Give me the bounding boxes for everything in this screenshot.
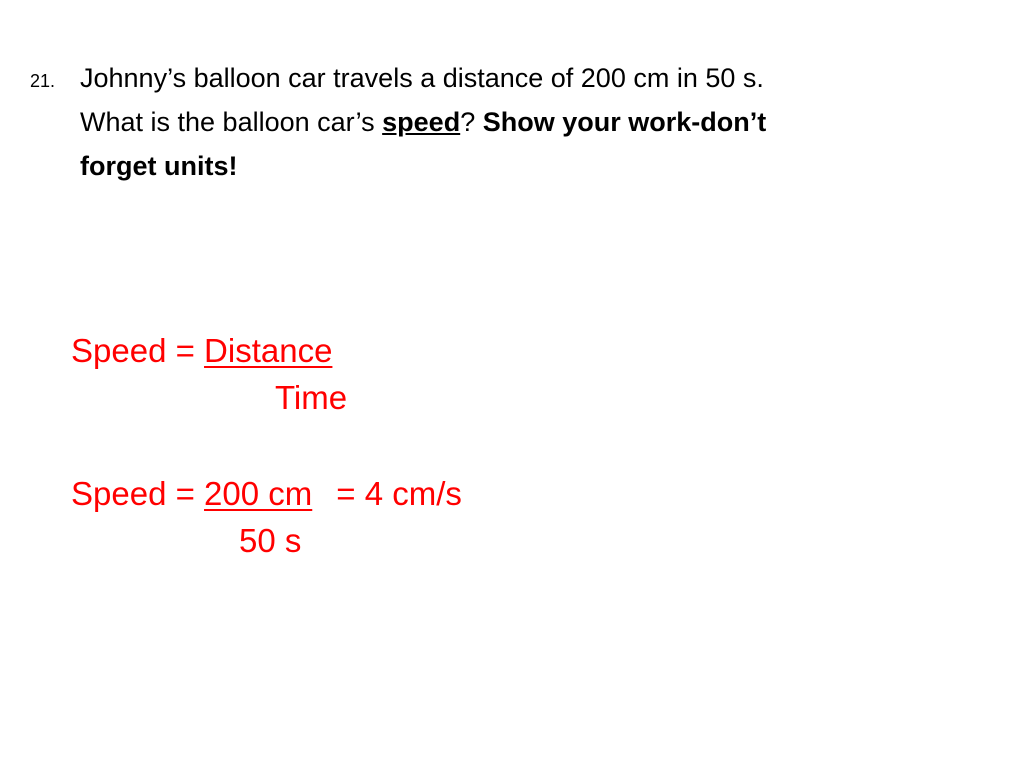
calculation-line <box>71 474 462 514</box>
formula-denominator: Time <box>275 379 348 416</box>
question-text-line-1: Johnny’s balloon car travels a distance of 200 cm in 50 s. <box>80 63 764 93</box>
formula-line <box>71 331 332 371</box>
calculation-numerator: 200 cm <box>204 475 313 512</box>
formula-numerator: Distance <box>204 332 333 369</box>
question-line-2 <box>30 100 990 144</box>
calculation-denominator: 50 s <box>239 522 302 559</box>
question-line-3 <box>30 144 990 188</box>
question-block <box>30 56 990 188</box>
instruction-text-continued: forget units! <box>80 151 238 181</box>
calculation-result: = 4 cm/s <box>336 475 462 512</box>
question-text-line-2: What is the balloon car’s <box>80 107 383 137</box>
question-mark: ? <box>460 107 483 137</box>
formula-lhs: Speed = <box>71 332 205 369</box>
calculation-lhs: Speed = <box>71 475 205 512</box>
question-line-1 <box>30 56 990 100</box>
question-number: 21. <box>30 71 56 91</box>
instruction-text: Show your work-don’t <box>482 107 767 137</box>
speed-keyword: speed <box>382 107 461 137</box>
